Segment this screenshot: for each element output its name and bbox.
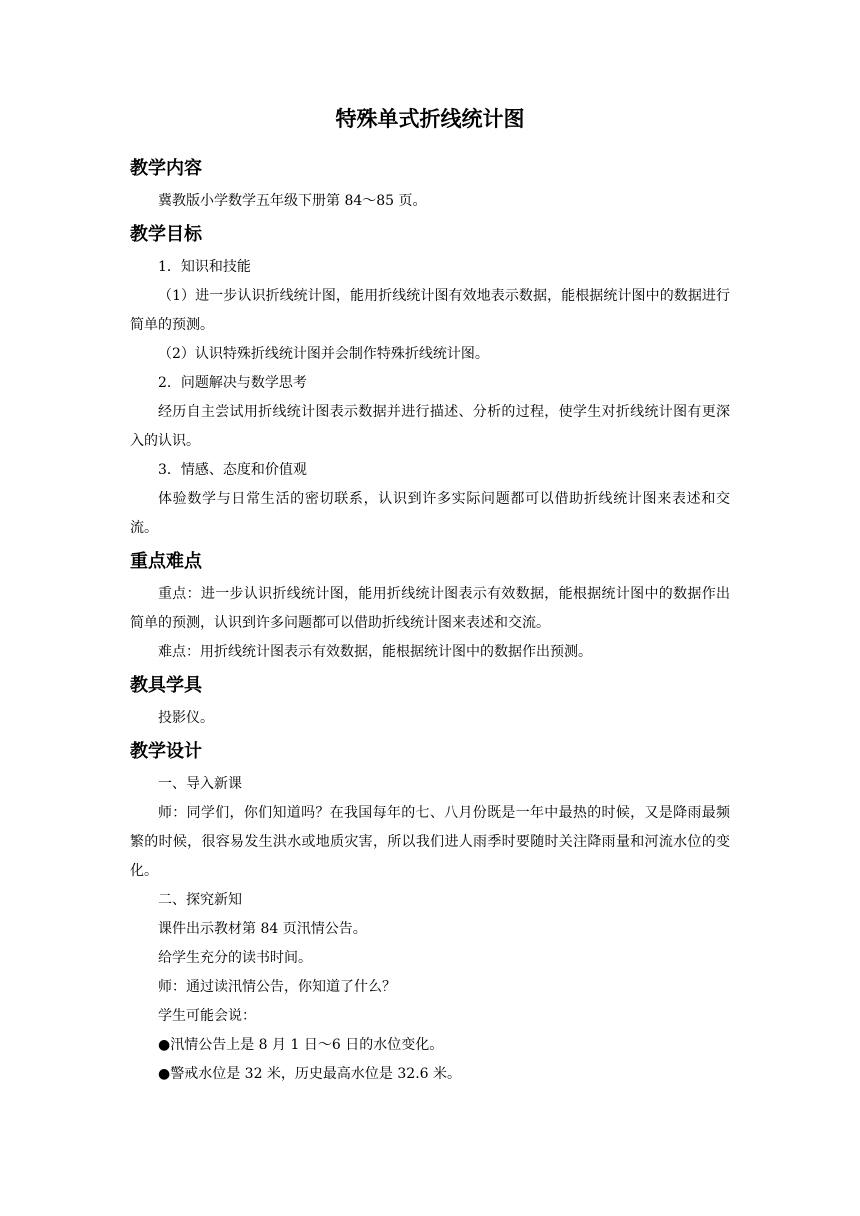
paragraph: 经历自主尝试用折线统计图表示数据并进行描述、分析的过程，使学生对折线统计图有更深入的认识。	[130, 404, 730, 449]
section-heading-key-points: 重点难点	[130, 551, 202, 572]
paragraph: 重点：进一步认识折线统计图，能用折线统计图表示有效数据，能根据统计图中的数据作出简单的预测，认识到许多问题都可以借助折线统计图来表述和交流。	[130, 586, 730, 631]
paragraph: 投影仪。	[158, 710, 214, 726]
paragraph: 二、探究新知	[158, 892, 242, 908]
paragraph: 一、导入新课	[158, 776, 242, 792]
section-heading-content: 教学内容	[130, 158, 202, 179]
section-heading-teaching-aids: 教具学具	[130, 675, 202, 696]
list-item: ●警戒水位是 32 米，历史最高水位是 32.6 米。	[158, 1066, 462, 1082]
paragraph: （1）进一步认识折线统计图，能用折线统计图有效地表示数据，能根据统计图中的数据进行简单的预测。	[130, 288, 730, 333]
paragraph: 难点：用折线统计图表示有效数据，能根据统计图中的数据作出预测。	[158, 644, 592, 660]
paragraph: 2．问题解决与数学思考	[158, 375, 307, 391]
paragraph: 3．情感、态度和价值观	[158, 462, 307, 478]
paragraph: 给学生充分的读书时间。	[158, 950, 312, 966]
section-heading-objectives: 教学目标	[130, 224, 202, 245]
paragraph: 师：通过读汛情公告，你知道了什么？	[158, 979, 396, 995]
document-title: 特殊单式折线统计图	[335, 107, 525, 131]
paragraph: 学生可能会说：	[158, 1008, 256, 1024]
document-body	[130, 150, 730, 1089]
paragraph: 课件出示教材第 84 页汛情公告。	[158, 921, 367, 937]
paragraph: 冀教版小学数学五年级下册第 84～85 页。	[158, 193, 427, 209]
paragraph: 1．知识和技能	[158, 259, 251, 275]
paragraph: （2）认识特殊折线统计图并会制作特殊折线统计图。	[158, 346, 489, 362]
paragraph: 师：同学们，你们知道吗？在我国每年的七、八月份既是一年中最热的时候，又是降雨最频繁的时候，很容易发生洪水或地质灾害，所以我们进人雨季时要随时关注降雨量和河流水位的变化。	[130, 805, 730, 879]
section-heading-teaching-design: 教学设计	[130, 741, 202, 762]
paragraph: 体验数学与日常生活的密切联系，认识到许多实际问题都可以借助折线统计图来表述和交流。	[130, 491, 730, 536]
list-item: ●汛情公告上是 8 月 1 日～6 日的水位变化。	[158, 1037, 444, 1053]
